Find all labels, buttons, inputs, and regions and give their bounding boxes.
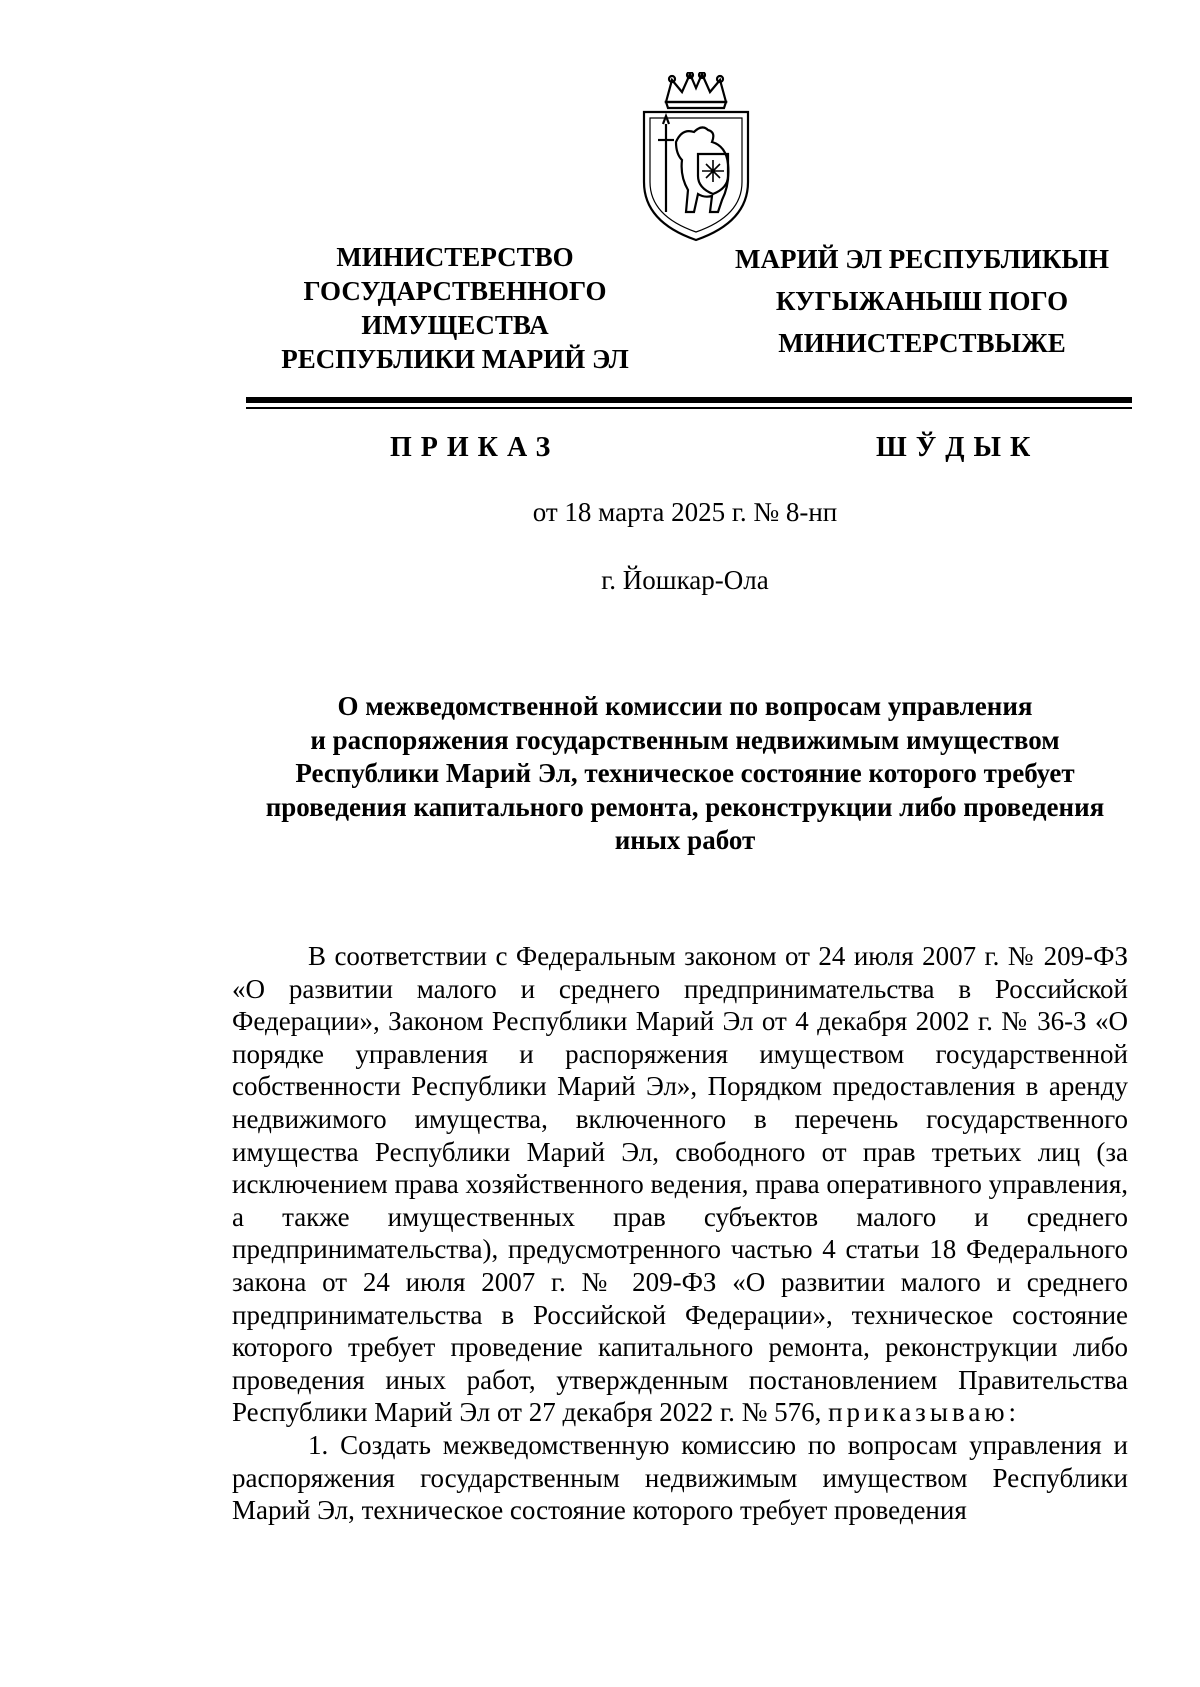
ministry-name-mari	[712, 238, 1132, 364]
header-left-line: РЕСПУБЛИКИ МАРИЙ ЭЛ	[281, 344, 629, 374]
header-divider-thin	[246, 407, 1132, 409]
doc-type-mari: ШЎДЫК	[876, 432, 1040, 463]
doc-type-russian: ПРИКАЗ	[390, 432, 560, 463]
header-right-line: МАРИЙ ЭЛ РЕСПУБЛИКЫН	[735, 244, 1109, 274]
city: г. Йошкар-Ола	[601, 565, 769, 595]
header-divider-thick	[246, 397, 1132, 403]
preamble-text: В соответствии с Федеральным законом от 24 июля 2007 г. № 209-ФЗ «О развитии малого и среднего предпринимательства в Российской Федерации», Законом Республики Марий Эл от 4 декабря 2002 г. № 36-З «О порядке управления и распоряжения имуществом государственной собственности Республики Марий Эл», Порядком предоставления в аренду недвижимого имущества, включенного в перечень государственного имущества Республики Марий Эл, свободного от прав третьих лиц (за исключением права хозяйственного ведения, права оперативного управления, а также имущественных прав субъектов малого и среднего предпринимательства), предусмотренного частью 4 статьи 18 Федерального закона от 24 июля 2007 г. № 209-ФЗ «О развитии малого и среднего предпринимательства в Российской Федерации», техническое состояние которого требует проведение капитального ремонта, реконструкции либо проведения иных работ, утвержденным постановлением Правительства Республики Марий Эл от 27 декабря 2022 г. № 576,	[232, 941, 1128, 1428]
title-line: О межведомственной комиссии по вопросам управления	[337, 691, 1033, 721]
title-line: Республики Марий Эл, техническое состояние которого требует	[295, 758, 1075, 788]
title-line: проведения капитального ремонта, реконструкции либо проведения	[265, 791, 1105, 822]
coat-of-arms-emblem	[636, 72, 756, 242]
preamble-paragraph	[232, 940, 1128, 1429]
item-1-paragraph: 1. Создать межведомственную комиссию по вопросам управления и распоряжения государственным недвижимым имуществом Республики Марий Эл, техническое состояние которого требует проведения	[232, 1429, 1128, 1526]
header-right-line: МИНИСТЕРСТВЫЖЕ	[778, 328, 1066, 358]
header-left-line: МИНИСТЕРСТВО	[336, 242, 574, 272]
header-left-line: ГОСУДАРСТВЕННОГО	[303, 276, 607, 306]
ministry-name-russian	[255, 240, 655, 376]
document-body	[232, 940, 1128, 1527]
header-left-line: ИМУЩЕСТВА	[361, 310, 549, 340]
date-and-number: от 18 марта 2025 г. № 8-нп	[532, 497, 838, 527]
header-right-line: КУГЫЖАНЫШ ПОГО	[775, 286, 1069, 316]
document-title	[235, 690, 1135, 858]
title-line: иных работ	[614, 825, 756, 855]
order-word: приказываю:	[828, 1397, 1021, 1428]
title-line: и распоряжения государственным недвижимым имуществом	[310, 724, 1060, 755]
